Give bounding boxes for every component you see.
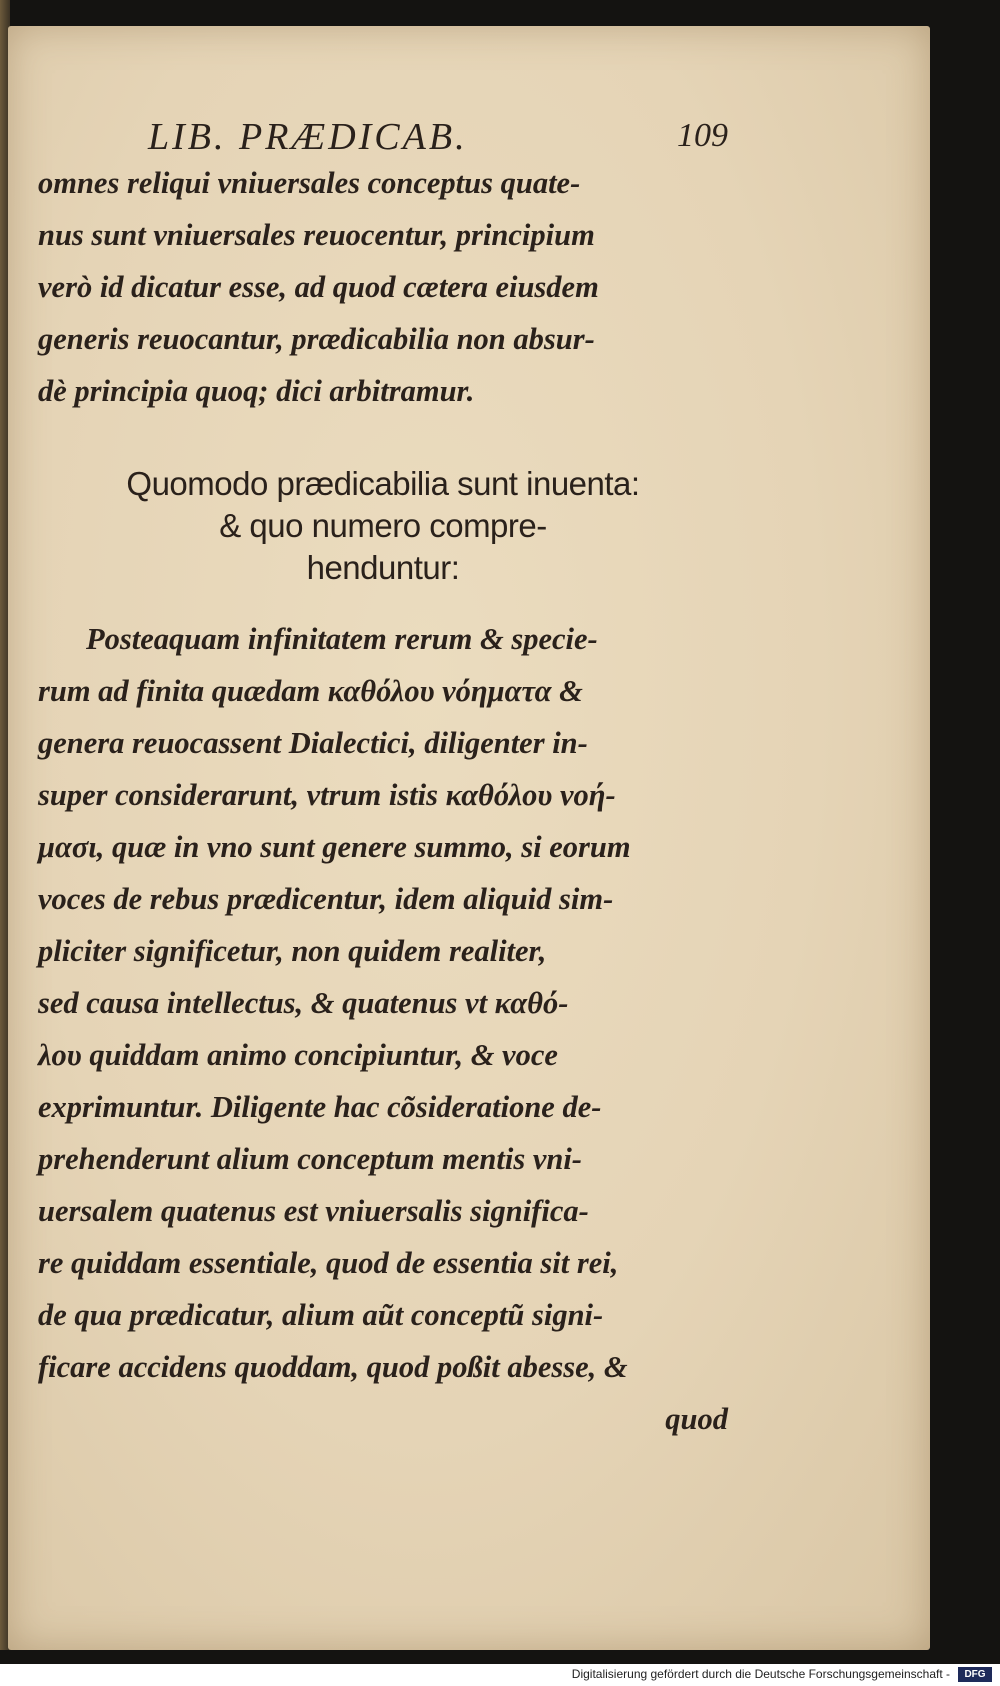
page-text-block [38,101,728,1445]
text-line: pliciter significetur, non quidem realiter, [38,934,547,968]
text-line: genera reuocassent Dialectici, diligenter in- [38,726,588,760]
text-line: verò id dicatur esse, ad quod cætera eiusdem [38,270,599,304]
text-line: dè principia quoq; dici arbitramur. [38,374,475,408]
text-line: rum ad finita quædam καθόλου νόηματα & [38,674,583,708]
heading-line: henduntur: [306,549,460,586]
text-line: omnes reliqui vniuersales conceptus quate- [38,166,581,200]
paragraph-2 [38,613,728,1445]
running-head [38,101,728,157]
funding-credit: Digitalisierung gefördert durch die Deutsche Forschungsgemeinschaft - [571,1667,950,1681]
text-line: nus sunt vniuersales reuocentur, principium [38,218,595,252]
text-line: exprimuntur. Diligente hac cõsideratione de- [38,1090,602,1124]
text-line: Posteaquam infinitatem rerum & specie- [86,622,598,656]
text-line: de qua prædicatur, alium aũt conceptũ signi- [38,1298,604,1332]
text-line: μασι, quæ in vno sunt genere summo, si eorum [38,830,631,864]
heading-line: Quomodo prædicabilia sunt inuenta: [126,465,640,502]
text-line: ficare accidens quoddam, quod poßit abesse, & [38,1350,628,1384]
text-line: super considerarunt, vtrum istis καθόλου νοή- [38,778,616,812]
running-head-title: LIB. PRÆDICAB. [148,116,468,158]
text-line: prehenderunt alium conceptum mentis vni- [38,1142,582,1176]
text-line: sed causa intellectus, & quatenus vt καθό- [38,986,569,1020]
page-number: 109 [677,117,728,154]
digitization-footer [0,1664,1000,1686]
section-heading [38,463,728,589]
text-line: uersalem quatenus est vniuersalis significa- [38,1194,589,1228]
catchword: quod [665,1402,728,1436]
heading-line: & quo numero compre- [219,507,547,544]
book-page [8,26,930,1650]
text-line: λου quiddam animo concipiuntur, & voce [38,1038,558,1072]
text-line: voces de rebus prædicentur, idem aliquid sim- [38,882,614,916]
dfg-logo: DFG [958,1667,992,1682]
text-line: generis reuocantur, prædicabilia non absur- [38,322,595,356]
paragraph-1 [38,157,728,417]
text-line: re quiddam essentiale, quod de essentia sit rei, [38,1246,619,1280]
